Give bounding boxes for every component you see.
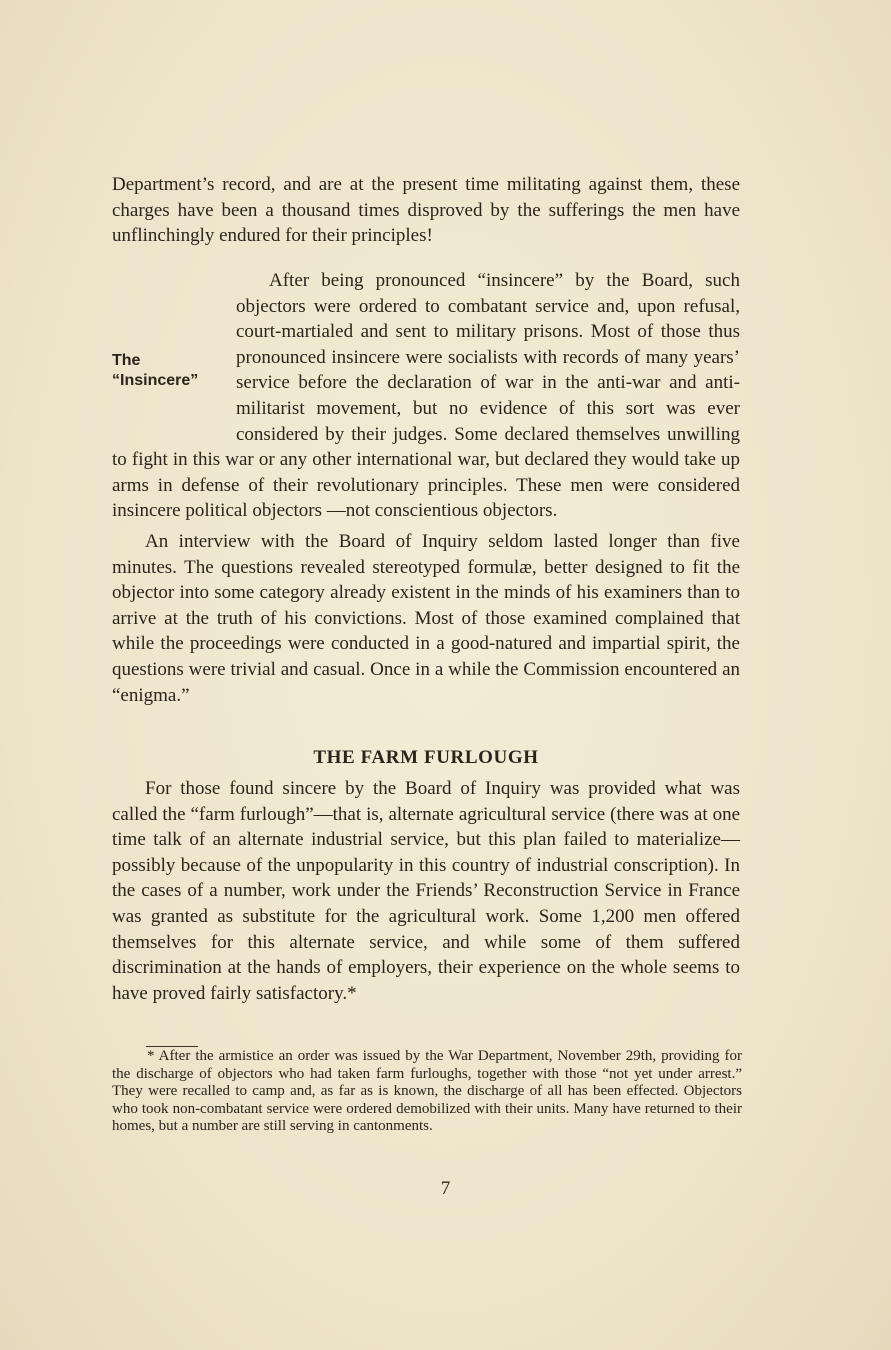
marginal-heading-line-2: “Insincere” <box>112 372 199 389</box>
body-text-top <box>112 172 740 249</box>
footnote <box>112 1048 742 1136</box>
marginal-heading <box>112 351 236 425</box>
section-heading: THE FARM FURLOUGH <box>313 747 539 768</box>
footnote-text: * After the armistice an order was issued by the War Department, November 29th, providing for the discharge of objectors who had taken farm furloughs, together with those “not yet under arrest.” They were recalled to camp and, as far as is known, the discharge of all has been effected. Objectors who took non-combatant service were ordered demobilized with their units. Many have returned to their homes, but a number are still serving in cantonments. <box>112 1048 742 1135</box>
paragraph-insincere <box>112 268 740 524</box>
paragraph-insincere-text: After being pronounced “insincere” by the Board, such objectors were ordered to combatant service and, upon refusal, court-martialed and sent to military prisons. Most of those thus pronounced insincere were socialists with records of many years’ service before the declaration of war in the anti-war and anti-militarist movement, but no evidence of this sort was ever considered by their judges. Some declared themselves unwilling to fight in this war or any other international war, but declared they would take up arms in defense of their revolutionary principles. These men were considered insincere political objectors —not conscientious objectors. <box>112 270 740 522</box>
body-text-insincere <box>112 249 740 543</box>
body-text-interview <box>112 529 740 708</box>
body-text-farm-furlough <box>112 776 740 1006</box>
page-number: 7 <box>440 1178 451 1199</box>
paragraph-continuation: Department’s record, and are at the present time militating against them, these charges have been a thousand times disproved by the sufferings the men have unflinchingly endured for their principles! <box>112 174 740 247</box>
paragraph-farm-furlough: For those found sincere by the Board of Inquiry was provided what was called the “farm furlough”—that is, alternate agricultural service (there was at one time talk of an alternate industrial service, but this plan failed to materialize—possibly because of the unpopularity in this country of industrial conscription). In the cases of a number, work under the Friends’ Reconstruction Service in France was granted as substitute for the agricultural work. Some 1,200 men offered themselves for this alternate service, and while some of them suffered discrimination at the hands of employers, their experience on the whole seems to have proved fairly satisfactory.* <box>112 778 740 1004</box>
paragraph-interview: An interview with the Board of Inquiry seldom lasted longer than five minutes. The questions revealed stereotyped formulæ, better designed to fit the objector into some category already existent in the minds of his examiners than to arrive at the truth of his convictions. Most of those examined complained that while the proceedings were conducted in a good-natured and impartial spirit, the questions were trivial and casual. Once in a while the Commission encountered an “enigma.” <box>112 531 740 706</box>
footnote-divider <box>146 1046 198 1047</box>
marginal-heading-line-1: The <box>112 352 141 369</box>
